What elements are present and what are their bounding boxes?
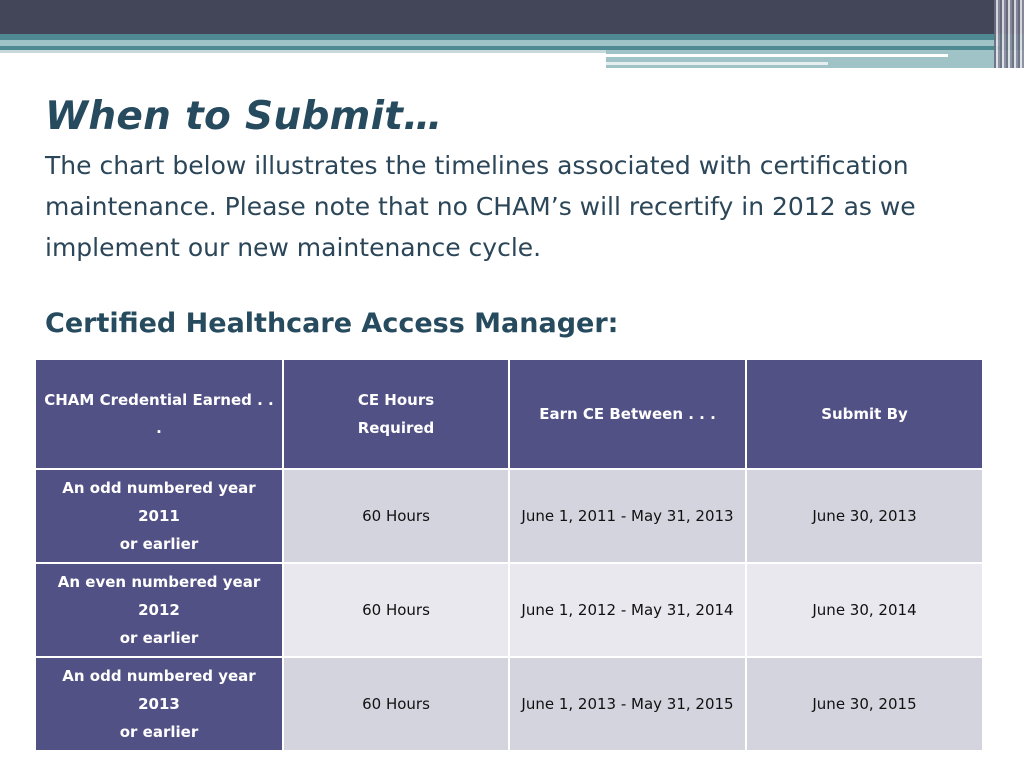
header-edge-stripes [994,0,1024,68]
slide-intro-text: The chart below illustrates the timelines associated with certification maintenance. Please note that no CHAM’s will recertify in 2012 as we implement our new maintenance cycle. [45,151,916,262]
row-earn-between: June 1, 2013 - May 31, 2015 [509,657,746,751]
table-header-row [35,359,983,469]
row-credential-line2: or earlier [119,535,199,553]
header-ce-hours-line1: CE Hours [357,391,435,409]
row-ce-hours: 60 Hours [283,657,509,751]
header-ce-hours-line2: Required [357,419,435,437]
header-earn-ce-between [509,359,746,469]
header-bar-teal-light [0,40,1000,46]
header-bar-dark [0,0,1024,34]
header-credential-earned [35,359,283,469]
row-ce-hours: 60 Hours [283,563,509,657]
row-credential-line1: An odd numbered year 2011 [62,479,256,525]
row-credential [35,657,283,751]
header-submit-by [746,359,983,469]
header-submit-by-label: Submit By [821,405,908,423]
slide-subtitle: Certified Healthcare Access Manager: [45,308,619,339]
table-row [35,563,983,657]
header-ce-hours [283,359,509,469]
row-submit-by: June 30, 2014 [746,563,983,657]
header-earn-ce-between-label: Earn CE Between . . . [539,405,716,423]
row-submit-by: June 30, 2015 [746,657,983,751]
row-submit-by: June 30, 2013 [746,469,983,563]
table-row [35,469,983,563]
header-bar-left-line [0,50,606,53]
slide-title: When to Submit… [45,94,443,139]
header-bar-right-block [606,50,1024,68]
header-bar-right-line [606,54,948,57]
row-credential [35,469,283,563]
row-earn-between: June 1, 2012 - May 31, 2014 [509,563,746,657]
header-credential-earned-label: CHAM Credential Earned . . . [44,391,274,437]
row-earn-between: June 1, 2011 - May 31, 2013 [509,469,746,563]
row-credential-line1: An even numbered year 2012 [57,573,261,619]
row-credential-line2: or earlier [119,723,199,741]
table-row [35,657,983,751]
row-credential-line2: or earlier [119,629,199,647]
header-bar-right-line-2 [606,62,828,65]
row-ce-hours: 60 Hours [283,469,509,563]
cham-timeline-table [34,358,984,752]
row-credential [35,563,283,657]
row-credential-line1: An odd numbered year 2013 [62,667,256,713]
